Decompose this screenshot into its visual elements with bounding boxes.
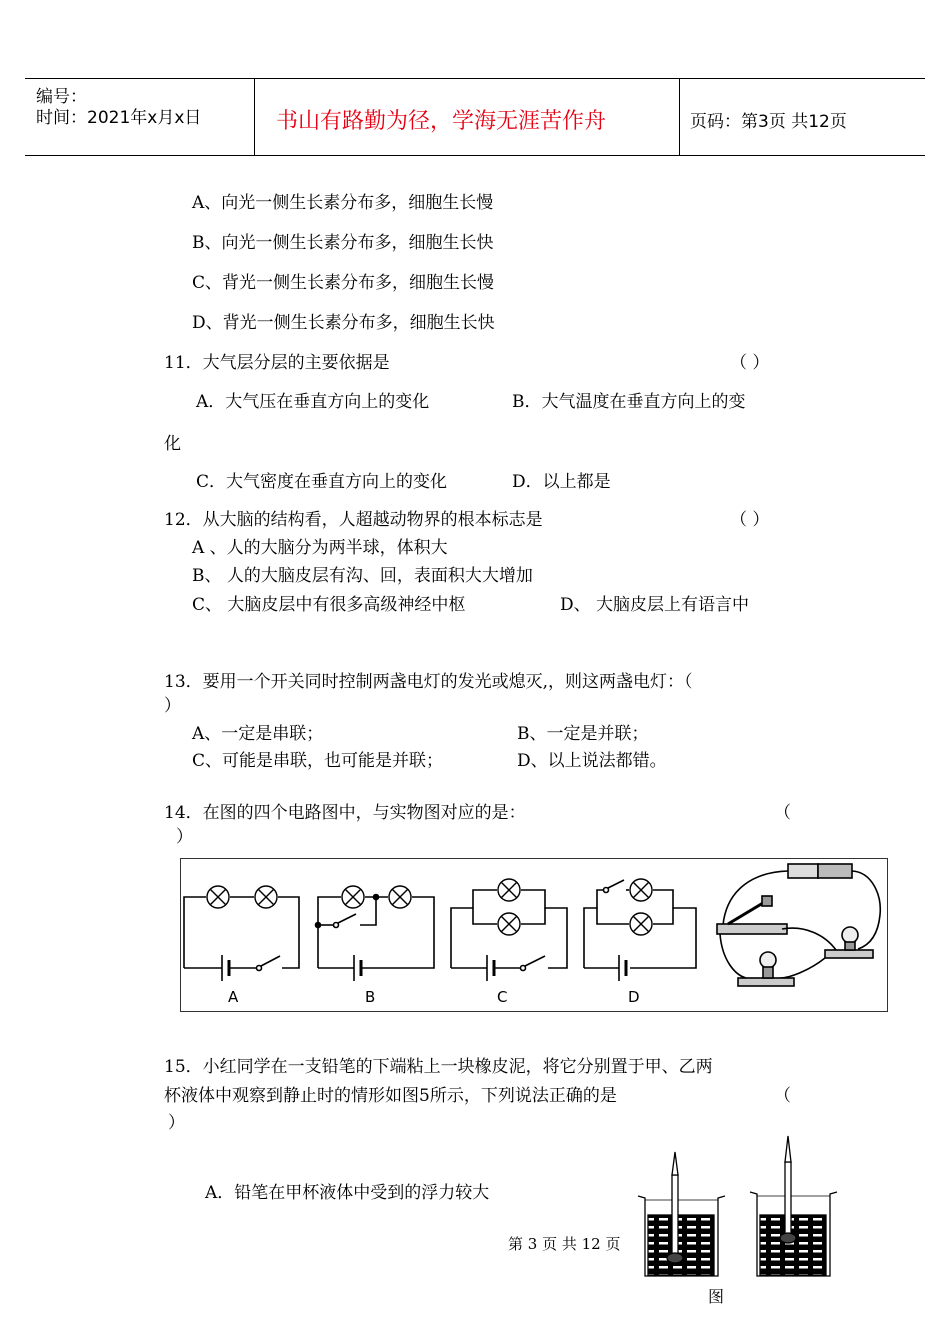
q10-option-c: C、背光一侧生长素分布多，细胞生长慢 (192, 273, 495, 293)
header-motto: 书山有路勤为径，学海无涯苦作舟 (276, 109, 607, 134)
circuit-label-a: A (228, 988, 239, 1006)
q12-option-a: A 、人的大脑分为两半球，体积大 (192, 538, 448, 558)
q12-option-b: B、 人的大脑皮层有沟、回，表面积大大增加 (192, 566, 533, 586)
header-number: 编号： (36, 87, 87, 107)
q14-stem: 14．在图的四个电路图中，与实物图对应的是： (164, 803, 526, 823)
q10-option-d: D、背光一侧生长素分布多，细胞生长快 (192, 313, 495, 333)
q13-stem-close: ） (164, 696, 181, 716)
q10-option-a: A、向光一侧生长素分布多，细胞生长慢 (192, 193, 494, 213)
q12-option-c: C、 大脑皮层中有很多高级神经中枢 (192, 595, 466, 615)
circuit-figure-frame (180, 858, 888, 1012)
q14-paren-close: ） (176, 827, 193, 847)
q15-option-a: A．铅笔在甲杯液体中受到的浮力较大 (205, 1183, 490, 1203)
header-bottom-rule (25, 155, 925, 156)
q13-option-b: B、一定是并联； (517, 724, 649, 744)
figure-caption: 图 (708, 1287, 725, 1306)
q12-option-d: D、 大脑皮层上有语言中 (560, 595, 750, 615)
header-divider-right (679, 78, 680, 155)
circuit-label-c: C (497, 988, 508, 1006)
q12-answer-paren: （ ） (730, 510, 770, 530)
q15-stem-line-1: 15．小红同学在一支铅笔的下端粘上一块橡皮泥，将它分别置于甲、乙两 (164, 1057, 713, 1077)
q11-option-a: A．大气压在垂直方向上的变化 (196, 392, 430, 412)
q11-option-b-wrap: 化 (164, 434, 181, 454)
q12-stem: 12．从大脑的结构看，人超越动物界的根本标志是 (164, 510, 543, 530)
q11-option-c: C．大气密度在垂直方向上的变化 (196, 472, 448, 492)
beaker-left (638, 1152, 725, 1276)
header-page: 页码：第3页 共12页 (690, 112, 847, 132)
q15-stem-line-2: 杯液体中观察到静止时的情形如图5所示，下列说法正确的是 (164, 1086, 617, 1106)
q10-option-b: B、向光一侧生长素分布多，细胞生长快 (192, 233, 494, 253)
q11-option-b: B．大气温度在垂直方向上的变 (512, 392, 746, 412)
q13-stem: 13．要用一个开关同时控制两盏电灯的发光或熄灭,，则这两盏电灯：（ (164, 672, 693, 692)
q15-paren-open: （ (774, 1086, 791, 1106)
header-time: 时间：2021年x月x日 (36, 108, 202, 128)
q13-option-a: A、一定是串联； (192, 724, 324, 744)
circuit-label-b: B (365, 988, 376, 1006)
header-top-rule (25, 78, 925, 79)
q14-paren-open: （ (774, 803, 791, 823)
q11-stem: 11．大气层分层的主要依据是 (164, 353, 390, 373)
q11-option-d: D．以上都是 (512, 472, 611, 492)
q15-paren-close: ） (168, 1113, 185, 1133)
q11-answer-paren: （ ） (730, 353, 770, 373)
footer-page-number: 第 3 页 共 12 页 (508, 1235, 621, 1253)
beaker-right (750, 1136, 837, 1276)
q13-option-c: C、可能是串联，也可能是并联； (192, 751, 444, 771)
header-divider-left (254, 78, 255, 155)
circuit-label-d: D (628, 988, 640, 1006)
q13-option-d: D、以上说法都错。 (517, 751, 667, 771)
